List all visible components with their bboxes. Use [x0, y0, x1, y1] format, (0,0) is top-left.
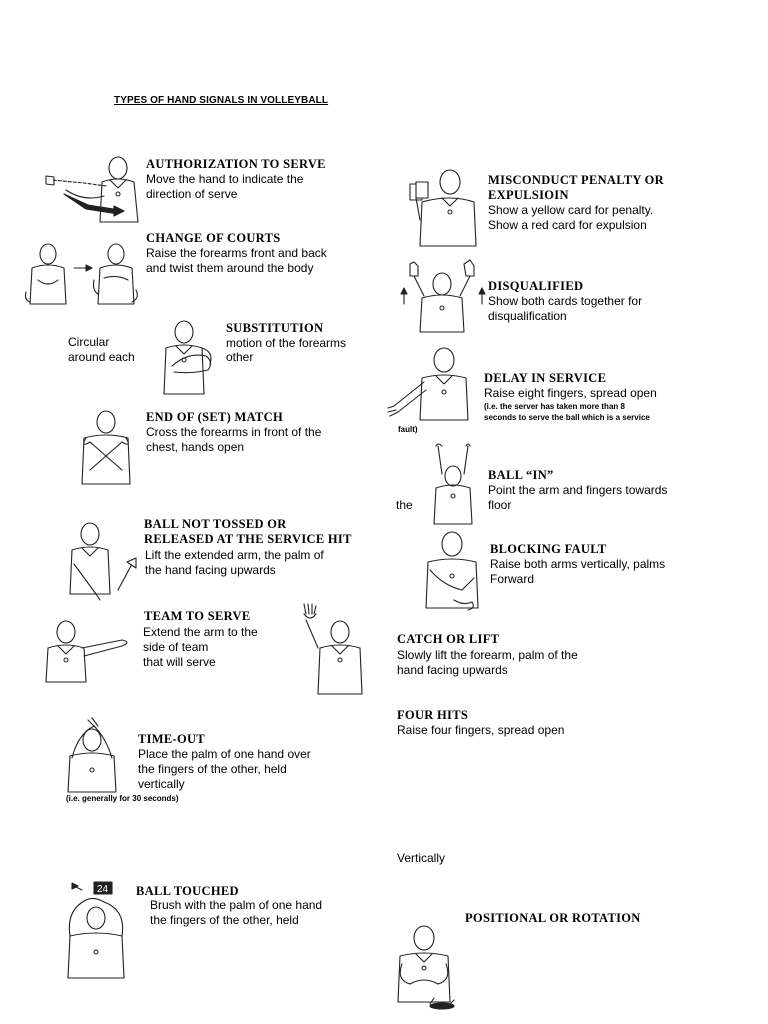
timeout-desc-3: vertically: [138, 777, 185, 791]
timeout-heading: TIME-OUT: [138, 732, 205, 746]
ball-touched-badge: 24: [97, 884, 109, 895]
misconduct-desc-2: Show a red card for expulsion: [488, 218, 647, 232]
subst-desc-2: other: [226, 350, 254, 364]
referee-ball-touched-figure: [56, 880, 136, 980]
ballin-desc-1: Point the arm and fingers towards: [488, 483, 668, 497]
referee-time-out-figure: [58, 714, 130, 794]
balltoss-heading-1: BALL NOT TOSSED OR: [144, 517, 287, 531]
subst-desc-1: motion of the forearms: [226, 336, 347, 350]
delay-heading: DELAY IN SERVICE: [484, 371, 607, 385]
endmatch-heading: END OF (SET) MATCH: [146, 410, 283, 424]
disq-desc-1: Show both cards together for: [488, 294, 643, 308]
timeout-desc-2: the fingers of the other, held: [138, 762, 287, 776]
auth-desc-2: direction of serve: [146, 187, 238, 201]
teamserve-heading: TEAM TO SERVE: [144, 609, 251, 623]
teamserve-desc-1: Extend the arm to the: [143, 625, 258, 639]
delay-note-1: (i.e. the server has taken more than 8: [484, 402, 625, 411]
endmatch-desc-1: Cross the forearms in front of the: [146, 425, 322, 439]
referee-authorization-figure: [44, 152, 144, 224]
balltoss-desc-2: the hand facing upwards: [145, 563, 276, 577]
courts-desc-2: and twist them around the body: [146, 261, 314, 275]
subst-left-1: Circular: [68, 335, 110, 349]
referee-disqualified-figure: [400, 258, 486, 334]
misconduct-desc-1: Show a yellow card for penalty.: [488, 203, 654, 217]
endmatch-desc-2: chest, hands open: [146, 440, 245, 454]
page-title: TYPES OF HAND SIGNALS IN VOLLEYBALL: [114, 95, 329, 106]
auth-heading: AUTHORIZATION TO SERVE: [146, 157, 326, 171]
touched-desc-2: the fingers of the other, held: [150, 913, 299, 927]
misconduct-heading-1: MISCONDUCT PENALTY OR: [488, 173, 665, 187]
referee-four-hits-figure: [298, 602, 370, 696]
referee-ball-not-tossed-figure: [66, 520, 140, 602]
fourhits-desc-1: Raise four fingers, spread open: [397, 723, 565, 737]
catch-desc-2: hand facing upwards: [397, 663, 508, 677]
referee-ball-in-figure: [428, 444, 478, 526]
timeout-desc-1: Place the palm of one hand over: [138, 747, 311, 761]
block-heading: BLOCKING FAULT: [490, 542, 607, 556]
block-desc-1: Raise both arms vertically, palms: [490, 557, 666, 571]
timeout-note: (i.e. generally for 30 seconds): [66, 794, 179, 803]
touched-desc-1: Brush with the palm of one hand: [150, 898, 323, 912]
catch-desc-1: Slowly lift the forearm, palm of the: [397, 648, 578, 662]
delay-desc-1: Raise eight fingers, spread open: [484, 386, 657, 400]
referee-positional-figure: [390, 924, 460, 1010]
delay-note-2: seconds to serve the ball which is a service: [484, 413, 650, 422]
subst-left-2: around each: [68, 350, 135, 364]
delay-note-3: fault): [398, 425, 418, 434]
ballin-heading: BALL “IN”: [488, 468, 554, 482]
balltoss-desc-1: Lift the extended arm, the palm of: [145, 548, 324, 562]
courts-desc-1: Raise the forearms front and back: [146, 246, 327, 260]
misconduct-heading-2: EXPULSIOIN: [488, 188, 569, 202]
fourhits-heading: FOUR HITS: [397, 708, 469, 722]
catch-heading: CATCH OR LIFT: [397, 632, 500, 646]
referee-team-serve-figure: [42, 618, 132, 684]
referee-blocking-fault-figure: [418, 530, 484, 612]
touched-heading: BALL TOUCHED: [136, 884, 239, 898]
ballin-left: the: [396, 498, 413, 512]
referee-delay-figure: [386, 346, 478, 422]
referee-misconduct-figure: [406, 168, 482, 248]
positional-heading: POSITIONAL OR ROTATION: [465, 911, 641, 925]
courts-heading: CHANGE OF COURTS: [146, 231, 281, 245]
teamserve-desc-2: side of team: [143, 640, 209, 654]
referee-change-courts-figure: [24, 240, 140, 308]
referee-end-match-figure: [76, 408, 136, 486]
block-desc-2: Forward: [490, 572, 535, 586]
disq-heading: DISQUALIFIED: [488, 279, 584, 293]
ballin-desc-2: floor: [488, 498, 512, 512]
disq-desc-2: disqualification: [488, 309, 567, 323]
referee-substitution-figure: [158, 318, 218, 396]
auth-desc-1: Move the hand to indicate the: [146, 172, 304, 186]
vertically-text: Vertically: [397, 851, 446, 865]
balltoss-heading-2: RELEASED AT THE SERVICE HIT: [144, 532, 352, 546]
teamserve-desc-3: that will serve: [143, 655, 216, 669]
subst-heading: SUBSTITUTION: [226, 321, 324, 335]
